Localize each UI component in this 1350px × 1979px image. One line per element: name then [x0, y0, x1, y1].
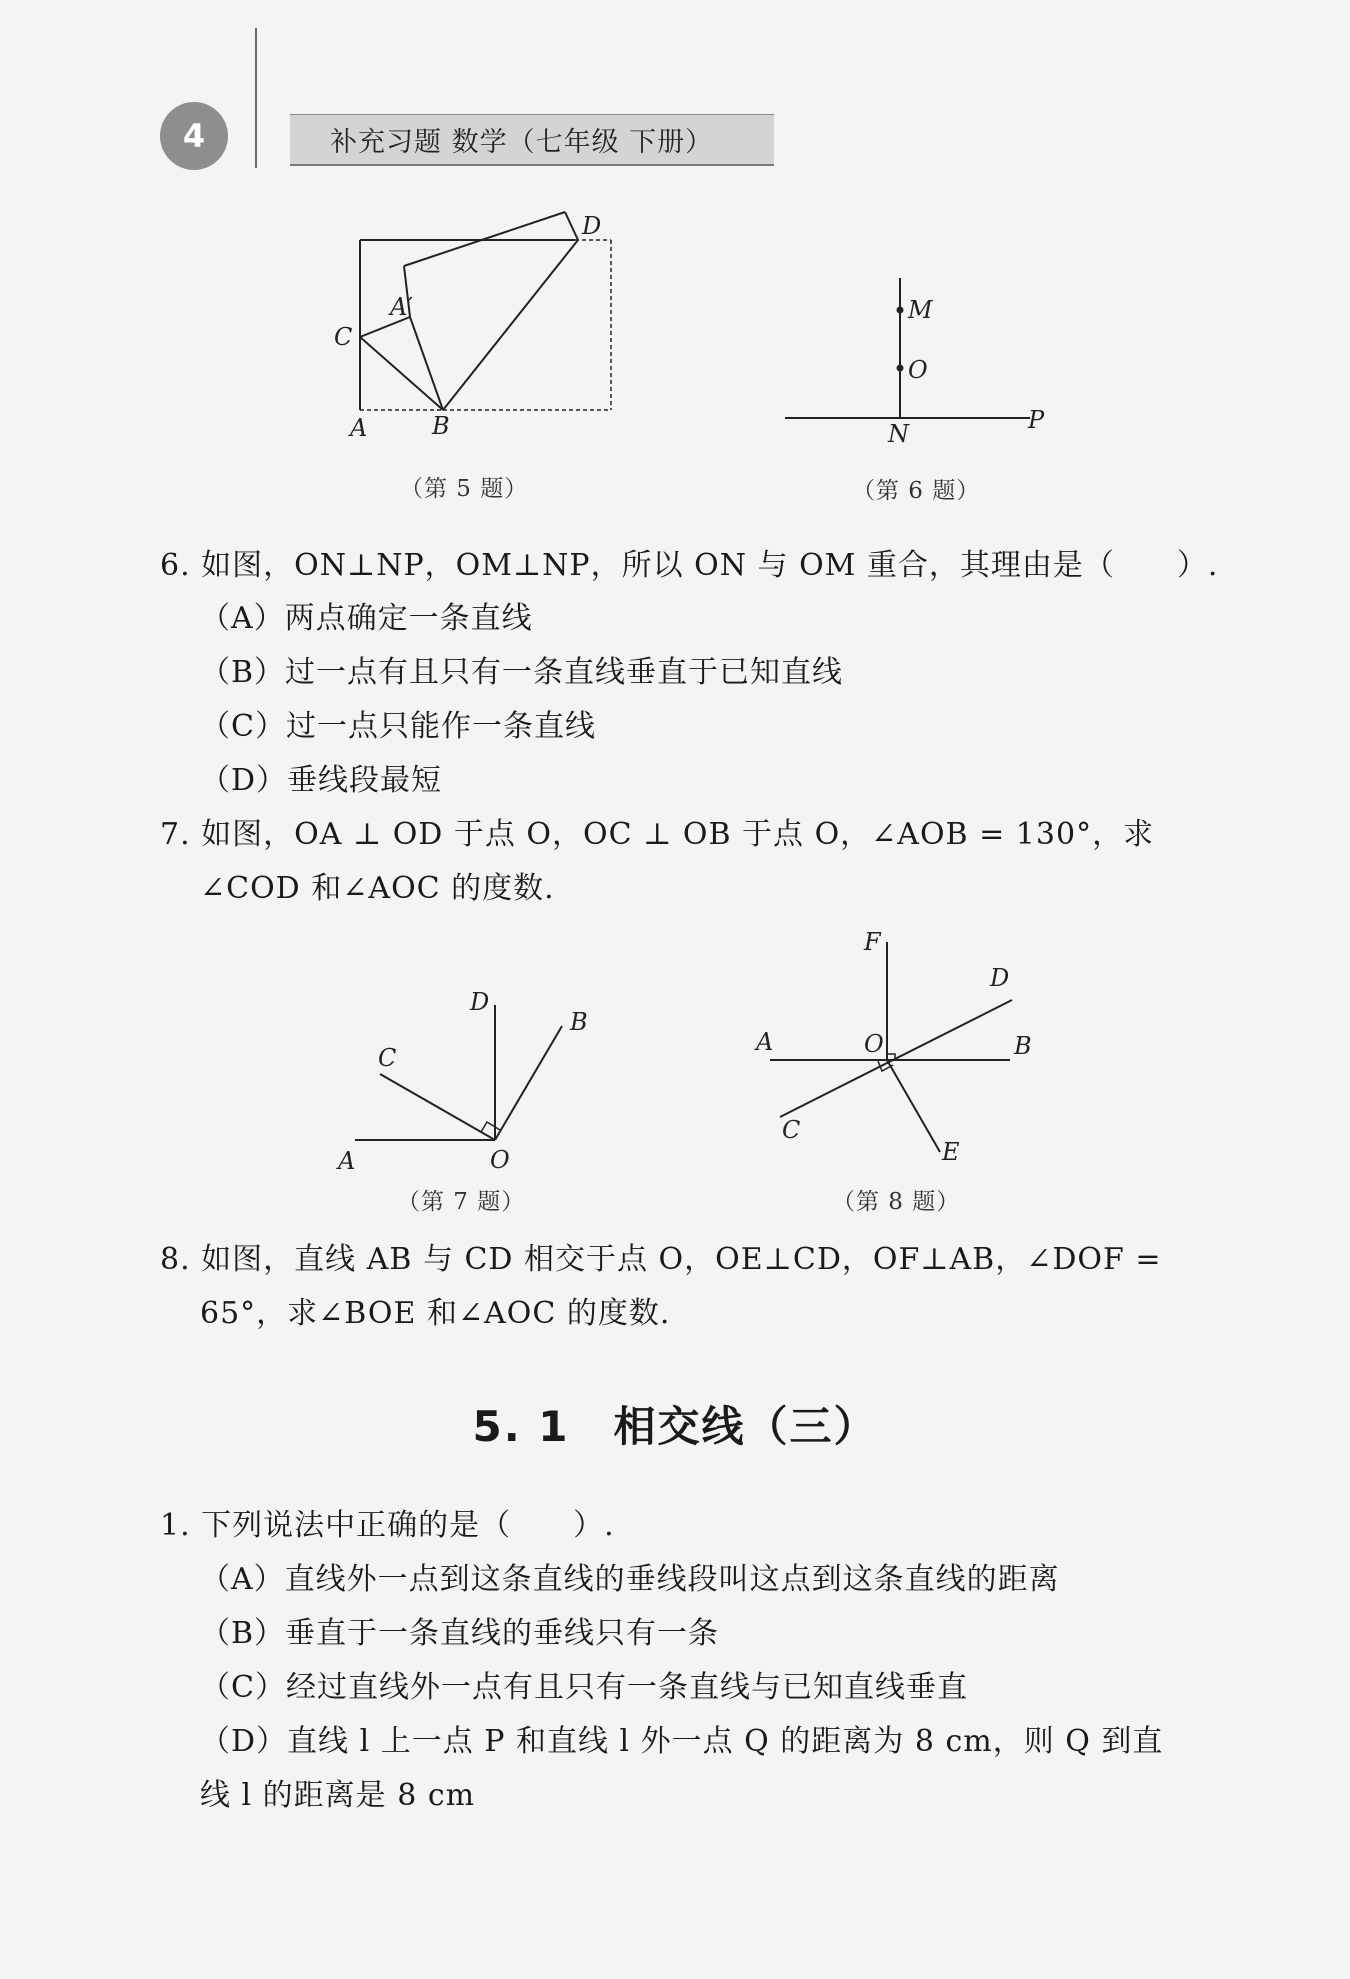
fig7-label-D: D: [470, 988, 490, 1016]
fig5-label-B: B: [432, 412, 450, 440]
header-divider: [255, 28, 257, 168]
figure-7-diagram: [330, 980, 610, 1180]
figure-7-caption: （第 7 题）: [397, 1189, 526, 1215]
fig8-label-F: F: [864, 928, 881, 956]
question-8-line-2: 65°，求∠BOE 和∠AOC 的度数.: [200, 1296, 671, 1331]
question-6-option-b: （B）过一点有且只有一条直线垂直于已知直线: [200, 655, 844, 690]
section-question-1-option-b: （B）垂直于一条直线的垂线只有一条: [200, 1616, 720, 1651]
fig7-label-A: A: [338, 1147, 356, 1175]
figure-8-diagram: [750, 920, 1050, 1170]
question-6-stem: 6. 如图，ON⊥NP，OM⊥NP，所以 ON 与 OM 重合，其理由是（ ）.: [160, 548, 1219, 583]
figure-6-caption: （第 6 题）: [852, 478, 981, 504]
fig7-label-C: C: [378, 1044, 397, 1072]
figure-7: [330, 980, 610, 1180]
page-number-badge: 4: [160, 102, 228, 170]
fig6-label-N: N: [888, 420, 909, 448]
figure-5-caption: （第 5 题）: [400, 476, 529, 502]
fig6-label-M: M: [908, 296, 933, 324]
question-6-option-d: （D）垂线段最短: [200, 763, 443, 798]
figure-5: [320, 200, 640, 440]
figure-8: [750, 920, 1050, 1170]
question-7-line-1: 7. 如图，OA ⊥ OD 于点 O，OC ⊥ OB 于点 O，∠AOB = 130°，求: [160, 817, 1155, 852]
fig5-label-A: A: [350, 414, 368, 440]
fig5-label-D: D: [582, 212, 602, 240]
section-title: 5. 1 相交线（三）: [472, 1402, 878, 1451]
figure-6: [770, 270, 1060, 450]
question-7-line-2: ∠COD 和∠AOC 的度数.: [200, 871, 555, 906]
fig8-label-E: E: [942, 1138, 960, 1166]
fig8-label-O: O: [864, 1030, 884, 1058]
figure-6-diagram: [770, 270, 1060, 450]
fig6-label-O: O: [908, 356, 928, 384]
fig8-label-C: C: [782, 1116, 801, 1144]
page-header-title: 补充习题 数学（七年级 下册）: [290, 114, 774, 166]
fig8-label-A: A: [756, 1028, 774, 1056]
fig7-label-O: O: [490, 1146, 510, 1174]
section-question-1-option-a: （A）直线外一点到这条直线的垂线段叫这点到这条直线的距离: [200, 1562, 1060, 1597]
fig6-label-P: P: [1028, 406, 1045, 434]
section-question-1-option-d: （D）直线 l 上一点 P 和直线 l 外一点 Q 的距离为 8 cm，则 Q 到直: [200, 1724, 1164, 1759]
fig5-label-A-prime: A′: [390, 293, 413, 321]
section-question-1-stem: 1. 下列说法中正确的是（ ）.: [160, 1508, 615, 1543]
figure-8-caption: （第 8 题）: [832, 1189, 961, 1215]
section-question-1-option-c: （C）经过直线外一点有且只有一条直线与已知直线垂直: [200, 1670, 968, 1705]
fig8-label-D: D: [990, 964, 1010, 992]
figure-5-diagram: [320, 200, 640, 440]
question-8-line-1: 8. 如图，直线 AB 与 CD 相交于点 O，OE⊥CD，OF⊥AB，∠DOF =: [160, 1242, 1162, 1277]
question-6-option-c: （C）过一点只能作一条直线: [200, 709, 596, 744]
question-6-option-a: （A）两点确定一条直线: [200, 601, 533, 636]
fig5-label-C: C: [334, 323, 353, 351]
section-question-1-option-d-continued: 线 l 的距离是 8 cm: [200, 1778, 476, 1813]
fig7-label-B: B: [570, 1008, 588, 1036]
fig8-label-B: B: [1014, 1032, 1032, 1060]
